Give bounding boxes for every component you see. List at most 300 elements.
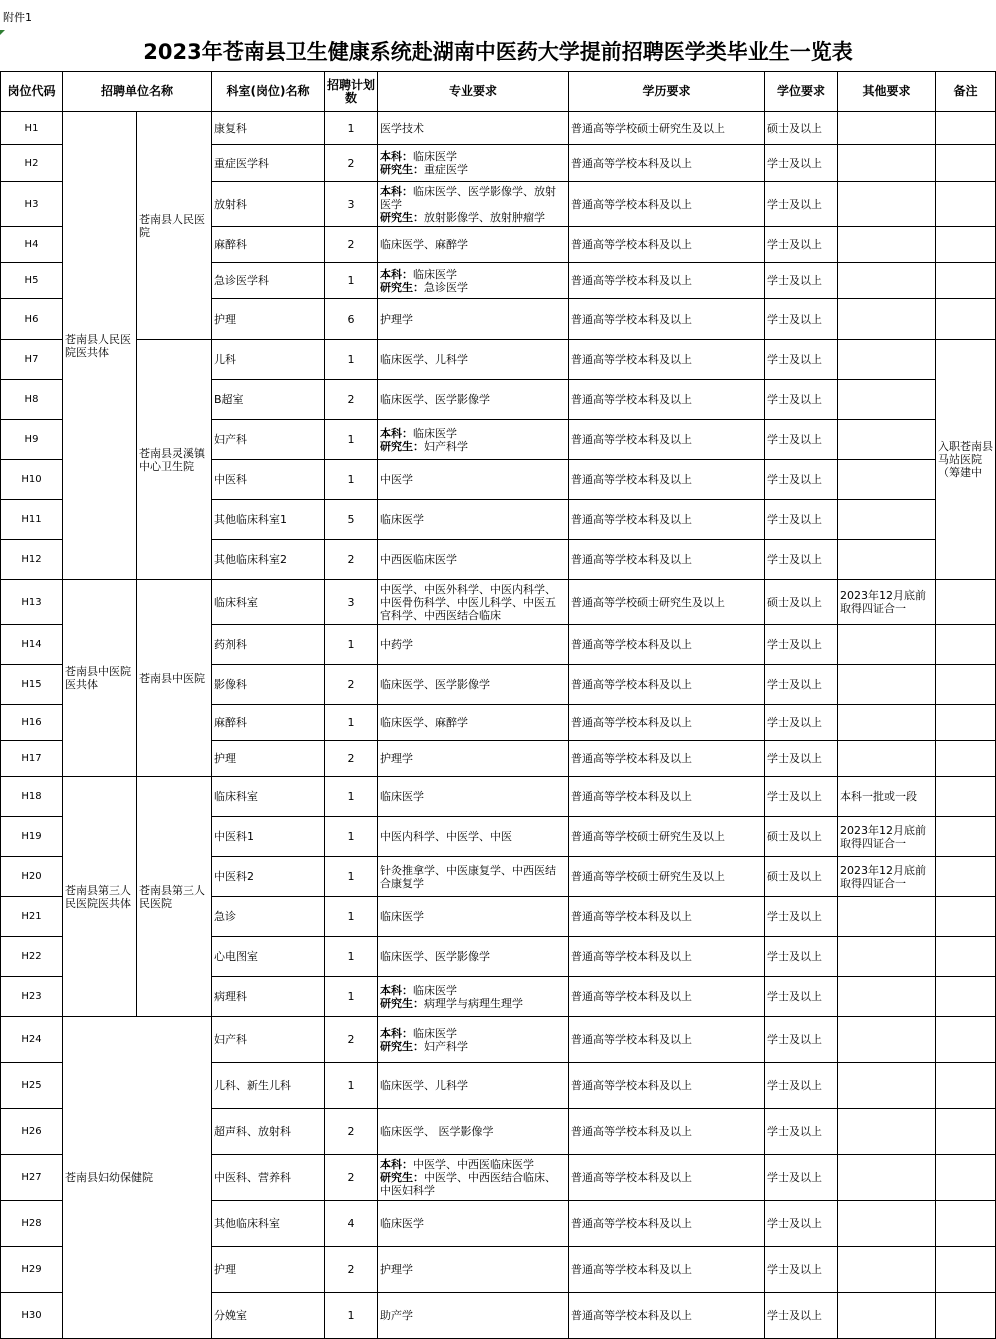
header-row <box>1 72 996 112</box>
major-undergrad-line <box>380 984 566 997</box>
hiring-plan: 2 <box>325 1109 378 1155</box>
remark <box>936 112 996 145</box>
remark <box>936 1201 996 1247</box>
table-row <box>1 580 996 625</box>
degree-requirement: 学士及以上 <box>765 1201 838 1247</box>
major-requirement <box>378 182 569 227</box>
department-name: 麻醉科 <box>212 227 325 263</box>
major-undergrad-line <box>380 150 566 163</box>
education-requirement: 普通高等学校本科及以上 <box>569 1109 765 1155</box>
other-requirement <box>838 182 936 227</box>
degree-requirement: 学士及以上 <box>765 500 838 540</box>
other-requirement <box>838 1109 936 1155</box>
hiring-plan: 1 <box>325 263 378 299</box>
remark <box>936 741 996 777</box>
department-name: 临床科室 <box>212 777 325 817</box>
major-grad-line <box>380 281 566 294</box>
position-code: H24 <box>1 1017 63 1063</box>
major-requirement: 护理学 <box>378 1247 569 1293</box>
hiring-plan: 1 <box>325 977 378 1017</box>
remark <box>936 580 996 625</box>
major-requirement: 医学技术 <box>378 112 569 145</box>
major-requirement: 临床医学、麻醉学 <box>378 705 569 741</box>
remark <box>936 227 996 263</box>
education-requirement: 普通高等学校本科及以上 <box>569 665 765 705</box>
major-requirement: 临床医学 <box>378 777 569 817</box>
other-requirement: 本科一批或一段 <box>838 777 936 817</box>
other-requirement <box>838 897 936 937</box>
other-requirement <box>838 380 936 420</box>
education-requirement: 普通高等学校硕士研究生及以上 <box>569 857 765 897</box>
other-requirement: 2023年12月底前取得四证合一 <box>838 817 936 857</box>
major-undergrad-line <box>380 1027 566 1040</box>
department-name: 其他临床科室1 <box>212 500 325 540</box>
position-code: H8 <box>1 380 63 420</box>
recruiting-unit: 苍南县中医院 <box>137 580 212 777</box>
other-requirement: 2023年12月底前取得四证合一 <box>838 580 936 625</box>
undergrad-label: 本科： <box>380 983 414 997</box>
position-code: H16 <box>1 705 63 741</box>
other-requirement <box>838 420 936 460</box>
education-requirement: 普通高等学校本科及以上 <box>569 299 765 340</box>
other-requirement: 2023年12月底前取得四证合一 <box>838 857 936 897</box>
education-requirement: 普通高等学校本科及以上 <box>569 182 765 227</box>
position-code: H26 <box>1 1109 63 1155</box>
hiring-plan: 2 <box>325 665 378 705</box>
position-code: H21 <box>1 897 63 937</box>
remark <box>936 1293 996 1339</box>
department-name: 护理 <box>212 741 325 777</box>
major-requirement: 针灸推拿学、中医康复学、中西医结合康复学 <box>378 857 569 897</box>
position-code: H6 <box>1 299 63 340</box>
department-name: 妇产科 <box>212 420 325 460</box>
major-requirement: 助产学 <box>378 1293 569 1339</box>
remark <box>936 1109 996 1155</box>
position-code: H9 <box>1 420 63 460</box>
major-grad-line <box>380 163 566 176</box>
major-requirement <box>378 1155 569 1201</box>
education-requirement: 普通高等学校硕士研究生及以上 <box>569 580 765 625</box>
education-requirement: 普通高等学校本科及以上 <box>569 227 765 263</box>
department-name: 超声科、放射科 <box>212 1109 325 1155</box>
hiring-plan: 2 <box>325 1247 378 1293</box>
degree-requirement: 硕士及以上 <box>765 580 838 625</box>
remark <box>936 1063 996 1109</box>
other-requirement <box>838 977 936 1017</box>
remark <box>936 1247 996 1293</box>
other-requirement <box>838 1017 936 1063</box>
header-education: 学历要求 <box>569 72 765 112</box>
position-code: H20 <box>1 857 63 897</box>
position-code: H7 <box>1 340 63 380</box>
remark <box>936 263 996 299</box>
hiring-plan: 3 <box>325 182 378 227</box>
major-grad-line <box>380 1171 566 1197</box>
remark <box>936 182 996 227</box>
header-code: 岗位代码 <box>1 72 63 112</box>
department-name: 其他临床科室2 <box>212 540 325 580</box>
hiring-plan: 2 <box>325 380 378 420</box>
major-requirement: 护理学 <box>378 299 569 340</box>
undergrad-major: 临床医学、医学影像学、放射医学 <box>380 184 557 211</box>
attachment-label: 附件1 <box>3 11 32 24</box>
remark <box>936 665 996 705</box>
other-requirement <box>838 937 936 977</box>
position-code: H19 <box>1 817 63 857</box>
education-requirement: 普通高等学校硕士研究生及以上 <box>569 112 765 145</box>
degree-requirement: 学士及以上 <box>765 299 838 340</box>
header-plan: 招聘计划数 <box>325 72 378 112</box>
education-requirement: 普通高等学校本科及以上 <box>569 1155 765 1201</box>
major-requirement: 中医学、中医外科学、中医内科学、中医骨伤科学、中医儿科学、中医五官科学、中西医结合临床 <box>378 580 569 625</box>
other-requirement <box>838 112 936 145</box>
grad-label: 研究生： <box>380 210 425 224</box>
department-name: 重症医学科 <box>212 145 325 182</box>
position-code: H14 <box>1 625 63 665</box>
remark <box>936 625 996 665</box>
position-code: H25 <box>1 1063 63 1109</box>
position-code: H23 <box>1 977 63 1017</box>
major-undergrad-line <box>380 1158 566 1171</box>
grad-label: 研究生： <box>380 439 425 453</box>
remark <box>936 1155 996 1201</box>
major-requirement <box>378 977 569 1017</box>
hiring-plan: 2 <box>325 540 378 580</box>
remark <box>936 937 996 977</box>
major-requirement <box>378 1017 569 1063</box>
major-requirement <box>378 145 569 182</box>
recruiting-unit: 苍南县灵溪镇中心卫生院 <box>137 340 212 580</box>
header-dept: 科室(岗位)名称 <box>212 72 325 112</box>
degree-requirement: 学士及以上 <box>765 937 838 977</box>
department-name: 护理 <box>212 299 325 340</box>
other-requirement <box>838 340 936 380</box>
department-name: 儿科、新生儿科 <box>212 1063 325 1109</box>
other-requirement <box>838 500 936 540</box>
position-code: H3 <box>1 182 63 227</box>
grad-label: 研究生： <box>380 996 425 1010</box>
other-requirement <box>838 299 936 340</box>
hiring-plan: 3 <box>325 580 378 625</box>
hiring-plan: 2 <box>325 1155 378 1201</box>
other-requirement <box>838 665 936 705</box>
position-code: H27 <box>1 1155 63 1201</box>
education-requirement: 普通高等学校本科及以上 <box>569 741 765 777</box>
grad-major: 中医学、中西医结合临床、中医妇科学 <box>380 1171 557 1197</box>
department-name: 心电图室 <box>212 937 325 977</box>
department-name: 其他临床科室 <box>212 1201 325 1247</box>
position-code: H30 <box>1 1293 63 1339</box>
remark <box>936 897 996 937</box>
major-requirement: 护理学 <box>378 741 569 777</box>
hiring-plan: 4 <box>325 1201 378 1247</box>
degree-requirement: 学士及以上 <box>765 420 838 460</box>
department-name: 儿科 <box>212 340 325 380</box>
major-requirement: 中西医临床医学 <box>378 540 569 580</box>
remark <box>936 857 996 897</box>
other-requirement <box>838 625 936 665</box>
department-name: B超室 <box>212 380 325 420</box>
position-code: H15 <box>1 665 63 705</box>
remark <box>936 299 996 340</box>
other-requirement <box>838 1201 936 1247</box>
major-grad-line <box>380 440 566 453</box>
remark: 入职苍南县马站医院（筹建中 <box>936 340 996 580</box>
page-title: 2023年苍南县卫生健康系统赴湖南中医药大学提前招聘医学类毕业生一览表 <box>143 40 853 64</box>
department-name: 妇产科 <box>212 1017 325 1063</box>
education-requirement: 普通高等学校本科及以上 <box>569 145 765 182</box>
undergrad-major: 中医学、中西医临床医学 <box>413 1158 535 1171</box>
recruiting-unit: 苍南县第三人民医院 <box>137 777 212 1017</box>
degree-requirement: 学士及以上 <box>765 977 838 1017</box>
remark <box>936 705 996 741</box>
education-requirement: 普通高等学校本科及以上 <box>569 263 765 299</box>
grad-label: 研究生： <box>380 280 425 294</box>
undergrad-major: 临床医学 <box>413 150 458 163</box>
major-requirement: 临床医学、儿科学 <box>378 340 569 380</box>
department-name: 分娩室 <box>212 1293 325 1339</box>
department-name: 影像科 <box>212 665 325 705</box>
major-requirement: 临床医学、医学影像学 <box>378 380 569 420</box>
major-grad-line <box>380 997 566 1010</box>
recruitment-table <box>0 71 996 1339</box>
degree-requirement: 学士及以上 <box>765 227 838 263</box>
major-requirement <box>378 263 569 299</box>
table-row <box>1 777 996 817</box>
degree-requirement: 学士及以上 <box>765 741 838 777</box>
education-requirement: 普通高等学校本科及以上 <box>569 625 765 665</box>
major-requirement: 临床医学 <box>378 1201 569 1247</box>
major-requirement <box>378 420 569 460</box>
header-major: 专业要求 <box>378 72 569 112</box>
position-code: H2 <box>1 145 63 182</box>
position-code: H10 <box>1 460 63 500</box>
department-name: 中医科、营养科 <box>212 1155 325 1201</box>
position-code: H11 <box>1 500 63 540</box>
major-undergrad-line <box>380 427 566 440</box>
undergrad-label: 本科： <box>380 1158 414 1171</box>
remark <box>936 145 996 182</box>
degree-requirement: 学士及以上 <box>765 705 838 741</box>
other-requirement <box>838 741 936 777</box>
major-requirement: 临床医学、麻醉学 <box>378 227 569 263</box>
education-requirement: 普通高等学校本科及以上 <box>569 705 765 741</box>
education-requirement: 普通高等学校本科及以上 <box>569 420 765 460</box>
degree-requirement: 学士及以上 <box>765 1155 838 1201</box>
grad-major: 病理学与病理生理学 <box>424 996 524 1010</box>
education-requirement: 普通高等学校本科及以上 <box>569 380 765 420</box>
undergrad-major: 临床医学 <box>413 1026 458 1040</box>
grad-major: 妇产科学 <box>424 1039 469 1053</box>
education-requirement: 普通高等学校本科及以上 <box>569 340 765 380</box>
major-requirement: 临床医学 <box>378 897 569 937</box>
grad-major: 妇产科学 <box>424 439 469 453</box>
major-requirement: 中药学 <box>378 625 569 665</box>
education-requirement: 普通高等学校本科及以上 <box>569 1017 765 1063</box>
recruiting-group: 苍南县第三人民医院医共体 <box>63 777 137 1017</box>
degree-requirement: 学士及以上 <box>765 263 838 299</box>
other-requirement <box>838 1155 936 1201</box>
hiring-plan: 1 <box>325 460 378 500</box>
other-requirement <box>838 145 936 182</box>
recruiting-group: 苍南县妇幼保健院 <box>63 1017 212 1339</box>
header-degree: 学位要求 <box>765 72 838 112</box>
department-name: 病理科 <box>212 977 325 1017</box>
major-requirement: 中医学 <box>378 460 569 500</box>
position-code: H17 <box>1 741 63 777</box>
department-name: 药剂科 <box>212 625 325 665</box>
hiring-plan: 1 <box>325 625 378 665</box>
remark <box>936 817 996 857</box>
position-code: H12 <box>1 540 63 580</box>
education-requirement: 普通高等学校本科及以上 <box>569 1201 765 1247</box>
grad-label: 研究生： <box>380 1171 425 1184</box>
hiring-plan: 1 <box>325 777 378 817</box>
grad-major: 放射影像学、放射肿瘤学 <box>424 210 546 224</box>
education-requirement: 普通高等学校硕士研究生及以上 <box>569 817 765 857</box>
major-grad-line <box>380 211 566 224</box>
undergrad-major: 临床医学 <box>413 983 458 997</box>
degree-requirement: 学士及以上 <box>765 340 838 380</box>
education-requirement: 普通高等学校本科及以上 <box>569 1063 765 1109</box>
department-name: 中医科1 <box>212 817 325 857</box>
major-grad-line <box>380 1040 566 1053</box>
education-requirement: 普通高等学校本科及以上 <box>569 540 765 580</box>
education-requirement: 普通高等学校本科及以上 <box>569 777 765 817</box>
hiring-plan: 1 <box>325 112 378 145</box>
degree-requirement: 学士及以上 <box>765 540 838 580</box>
department-name: 麻醉科 <box>212 705 325 741</box>
position-code: H22 <box>1 937 63 977</box>
other-requirement <box>838 227 936 263</box>
remark <box>936 977 996 1017</box>
degree-requirement: 学士及以上 <box>765 1017 838 1063</box>
major-requirement: 中医内科学、中医学、中医 <box>378 817 569 857</box>
major-undergrad-line <box>380 185 566 211</box>
education-requirement: 普通高等学校本科及以上 <box>569 500 765 540</box>
undergrad-major: 临床医学 <box>413 267 458 281</box>
position-code: H1 <box>1 112 63 145</box>
degree-requirement: 学士及以上 <box>765 1293 838 1339</box>
grad-major: 重症医学 <box>424 163 469 176</box>
department-name: 急诊 <box>212 897 325 937</box>
other-requirement <box>838 540 936 580</box>
hiring-plan: 6 <box>325 299 378 340</box>
hiring-plan: 1 <box>325 1063 378 1109</box>
undergrad-label: 本科： <box>380 267 414 281</box>
other-requirement <box>838 1293 936 1339</box>
header-other: 其他要求 <box>838 72 936 112</box>
department-name: 临床科室 <box>212 580 325 625</box>
degree-requirement: 学士及以上 <box>765 625 838 665</box>
other-requirement <box>838 460 936 500</box>
undergrad-major: 临床医学 <box>413 426 458 440</box>
hiring-plan: 1 <box>325 705 378 741</box>
position-code: H29 <box>1 1247 63 1293</box>
education-requirement: 普通高等学校本科及以上 <box>569 897 765 937</box>
department-name: 中医科 <box>212 460 325 500</box>
department-name: 康复科 <box>212 112 325 145</box>
undergrad-label: 本科： <box>380 184 414 198</box>
table-row <box>1 1017 996 1063</box>
recruiting-group: 苍南县人民医院医共体 <box>63 112 137 580</box>
other-requirement <box>838 705 936 741</box>
hiring-plan: 2 <box>325 227 378 263</box>
other-requirement <box>838 263 936 299</box>
education-requirement: 普通高等学校本科及以上 <box>569 1247 765 1293</box>
major-requirement: 临床医学 <box>378 500 569 540</box>
table-row <box>1 112 996 145</box>
degree-requirement: 学士及以上 <box>765 145 838 182</box>
degree-requirement: 学士及以上 <box>765 380 838 420</box>
department-name: 中医科2 <box>212 857 325 897</box>
remark <box>936 1017 996 1063</box>
department-name: 急诊医学科 <box>212 263 325 299</box>
hiring-plan: 1 <box>325 817 378 857</box>
degree-requirement: 学士及以上 <box>765 1063 838 1109</box>
position-code: H4 <box>1 227 63 263</box>
hiring-plan: 1 <box>325 897 378 937</box>
major-requirement: 临床医学、医学影像学 <box>378 937 569 977</box>
grad-major: 急诊医学 <box>424 280 469 294</box>
hiring-plan: 1 <box>325 857 378 897</box>
recruiting-group: 苍南县中医院医共体 <box>63 580 137 777</box>
education-requirement: 普通高等学校本科及以上 <box>569 460 765 500</box>
department-name: 护理 <box>212 1247 325 1293</box>
degree-requirement: 学士及以上 <box>765 182 838 227</box>
education-requirement: 普通高等学校本科及以上 <box>569 937 765 977</box>
undergrad-label: 本科： <box>380 426 414 440</box>
hiring-plan: 2 <box>325 741 378 777</box>
degree-requirement: 学士及以上 <box>765 897 838 937</box>
hiring-plan: 1 <box>325 340 378 380</box>
position-code: H5 <box>1 263 63 299</box>
hiring-plan: 2 <box>325 1017 378 1063</box>
position-code: H13 <box>1 580 63 625</box>
degree-requirement: 学士及以上 <box>765 665 838 705</box>
hiring-plan: 1 <box>325 937 378 977</box>
department-name: 放射科 <box>212 182 325 227</box>
hiring-plan: 1 <box>325 1293 378 1339</box>
degree-requirement: 硕士及以上 <box>765 817 838 857</box>
undergrad-label: 本科： <box>380 1026 414 1040</box>
header-unit: 招聘单位名称 <box>63 72 212 112</box>
grad-label: 研究生： <box>380 163 425 176</box>
other-requirement <box>838 1063 936 1109</box>
degree-requirement: 硕士及以上 <box>765 112 838 145</box>
degree-requirement: 学士及以上 <box>765 1109 838 1155</box>
major-requirement: 临床医学、儿科学 <box>378 1063 569 1109</box>
undergrad-label: 本科： <box>380 150 414 163</box>
position-code: H18 <box>1 777 63 817</box>
hiring-plan: 1 <box>325 420 378 460</box>
major-requirement: 临床医学、 医学影像学 <box>378 1109 569 1155</box>
degree-requirement: 学士及以上 <box>765 1247 838 1293</box>
education-requirement: 普通高等学校本科及以上 <box>569 977 765 1017</box>
other-requirement <box>838 1247 936 1293</box>
recruiting-unit: 苍南县人民医院 <box>137 112 212 340</box>
hiring-plan: 2 <box>325 145 378 182</box>
position-code: H28 <box>1 1201 63 1247</box>
degree-requirement: 学士及以上 <box>765 777 838 817</box>
header-note: 备注 <box>936 72 996 112</box>
degree-requirement: 硕士及以上 <box>765 857 838 897</box>
degree-requirement: 学士及以上 <box>765 460 838 500</box>
table-row <box>1 340 996 380</box>
remark <box>936 777 996 817</box>
education-requirement: 普通高等学校本科及以上 <box>569 1293 765 1339</box>
grad-label: 研究生： <box>380 1039 425 1053</box>
